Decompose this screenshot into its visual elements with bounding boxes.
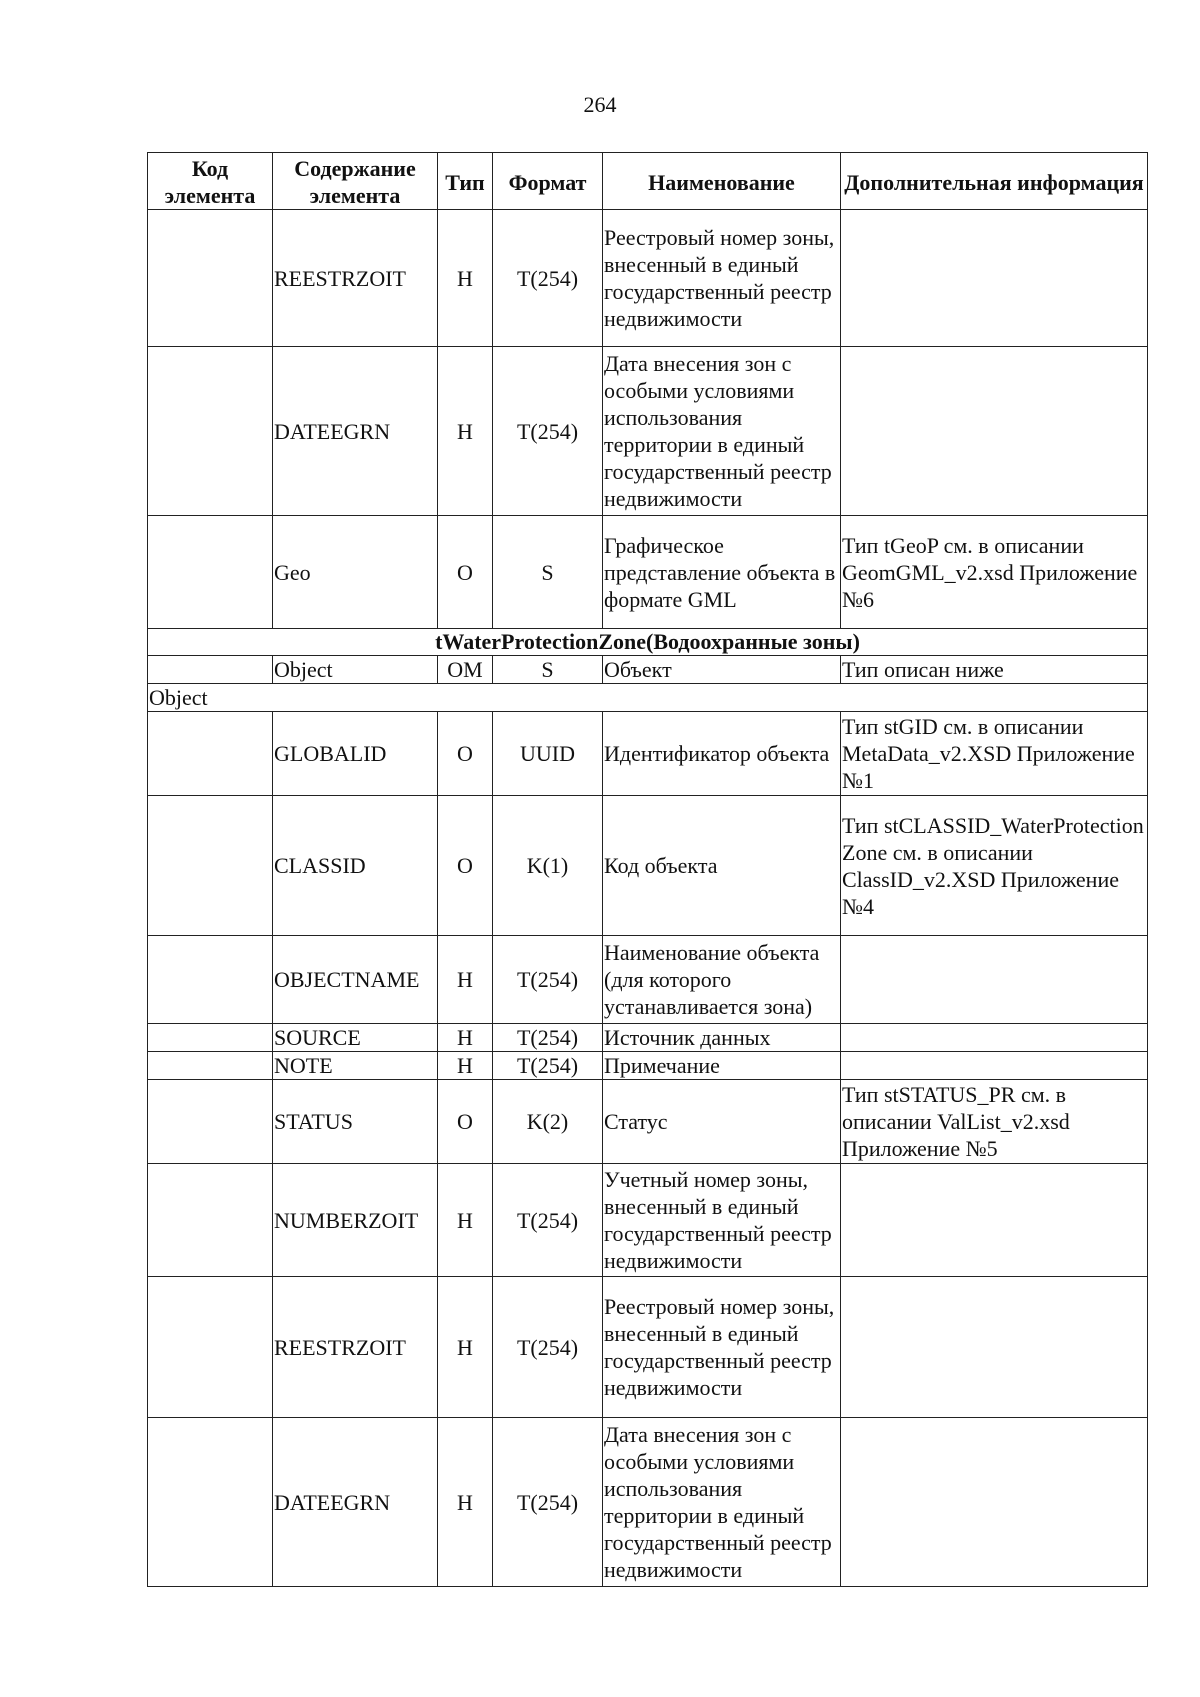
cell-content: OBJECTNAME (273, 936, 438, 1024)
cell-content: CLASSID (273, 796, 438, 936)
cell-type: Н (438, 347, 493, 516)
cell-type: ОМ (438, 656, 493, 684)
cell-name: Реестровый номер зоны, внесенный в единый государственный реестр недвижимости (603, 1277, 841, 1418)
cell-name: Дата внесения зон с особыми условиями использования территории в единый государственный реестр недвижимости (603, 347, 841, 516)
cell-info: Тип stSTATUS_PR см. в описании ValList_v2.xsd Приложение №5 (841, 1080, 1148, 1164)
cell-content: STATUS (273, 1080, 438, 1164)
cell-name: Источник данных (603, 1024, 841, 1052)
section-title: tWaterProtectionZone(Водоохранные зоны) (148, 629, 1148, 656)
cell-info (841, 1024, 1148, 1052)
page-number: 264 (583, 92, 617, 117)
cell-info (841, 347, 1148, 516)
cell-info: Тип tGeoP см. в описании GeomGML_v2.xsd Приложение №6 (841, 516, 1148, 629)
cell-info (841, 1052, 1148, 1080)
table-row (148, 1052, 1148, 1080)
cell-format: T(254) (493, 1164, 603, 1277)
object-label-row (148, 684, 1148, 712)
table-row (148, 936, 1148, 1024)
cell-type: Н (438, 1052, 493, 1080)
cell-code (148, 210, 273, 347)
cell-code (148, 516, 273, 629)
cell-info (841, 1277, 1148, 1418)
cell-format: T(254) (493, 1418, 603, 1587)
cell-code (148, 796, 273, 936)
table-row (148, 1024, 1148, 1052)
cell-content: NOTE (273, 1052, 438, 1080)
cell-content: DATEEGRN (273, 1418, 438, 1587)
table-row (148, 796, 1148, 936)
cell-name: Идентификатор объекта (603, 712, 841, 796)
table-row (148, 656, 1148, 684)
cell-type: О (438, 796, 493, 936)
table-row (148, 1164, 1148, 1277)
cell-code (148, 1080, 273, 1164)
cell-info (841, 936, 1148, 1024)
cell-code (148, 1052, 273, 1080)
cell-info: Тип stCLASSID_WaterProtection Zone см. в описании ClassID_v2.XSD Приложение №4 (841, 796, 1148, 936)
header-type: Тип (438, 153, 493, 210)
table-header-row (148, 153, 1148, 210)
cell-info: Тип описан ниже (841, 656, 1148, 684)
cell-format: S (493, 656, 603, 684)
cell-format: T(254) (493, 210, 603, 347)
cell-content: NUMBERZOIT (273, 1164, 438, 1277)
header-code: Код элемента (148, 153, 273, 210)
cell-code (148, 656, 273, 684)
cell-code (148, 347, 273, 516)
cell-code (148, 712, 273, 796)
cell-name: Дата внесения зон с особыми условиями использования территории в единый государственный реестр недвижимости (603, 1418, 841, 1587)
cell-code (148, 1024, 273, 1052)
cell-format: T(254) (493, 1052, 603, 1080)
cell-content: REESTRZOIT (273, 1277, 438, 1418)
cell-name: Код объекта (603, 796, 841, 936)
cell-type: О (438, 1080, 493, 1164)
cell-format: S (493, 516, 603, 629)
cell-type: Н (438, 210, 493, 347)
header-content: Содержание элемента (273, 153, 438, 210)
cell-content: SOURCE (273, 1024, 438, 1052)
table-row (148, 1080, 1148, 1164)
cell-name: Примечание (603, 1052, 841, 1080)
table-row (148, 516, 1148, 629)
cell-name: Реестровый номер зоны, внесенный в единый государственный реестр недвижимости (603, 210, 841, 347)
header-info: Дополнительная информация (841, 153, 1148, 210)
cell-name: Объект (603, 656, 841, 684)
cell-content: GLOBALID (273, 712, 438, 796)
table-row (148, 712, 1148, 796)
cell-info (841, 1418, 1148, 1587)
table-row (148, 1418, 1148, 1587)
cell-content: Object (273, 656, 438, 684)
cell-format: K(2) (493, 1080, 603, 1164)
cell-code (148, 1164, 273, 1277)
header-name: Наименование (603, 153, 841, 210)
cell-name: Графическое представление объекта в формате GML (603, 516, 841, 629)
cell-format: T(254) (493, 1277, 603, 1418)
cell-code (148, 1418, 273, 1587)
cell-type: Н (438, 1024, 493, 1052)
cell-type: О (438, 516, 493, 629)
cell-format: T(254) (493, 1024, 603, 1052)
cell-name: Учетный номер зоны, внесенный в единый государственный реестр недвижимости (603, 1164, 841, 1277)
cell-content: DATEEGRN (273, 347, 438, 516)
cell-code (148, 1277, 273, 1418)
cell-content: Geo (273, 516, 438, 629)
section-title-row (148, 629, 1148, 656)
object-label: Object (148, 684, 1148, 712)
header-format: Формат (493, 153, 603, 210)
cell-info: Тип stGID см. в описании MetaData_v2.XSD Приложение №1 (841, 712, 1148, 796)
table-row (148, 210, 1148, 347)
cell-info (841, 1164, 1148, 1277)
cell-info (841, 210, 1148, 347)
cell-code (148, 936, 273, 1024)
table-row (148, 347, 1148, 516)
element-spec-table (147, 152, 1148, 1587)
cell-format: T(254) (493, 347, 603, 516)
cell-name: Наименование объекта (для которого устанавливается зона) (603, 936, 841, 1024)
cell-type: Н (438, 1418, 493, 1587)
cell-type: Н (438, 1277, 493, 1418)
cell-name: Статус (603, 1080, 841, 1164)
cell-type: Н (438, 1164, 493, 1277)
cell-format: UUID (493, 712, 603, 796)
cell-content: REESTRZOIT (273, 210, 438, 347)
cell-type: О (438, 712, 493, 796)
cell-format: T(254) (493, 936, 603, 1024)
cell-format: K(1) (493, 796, 603, 936)
table-row (148, 1277, 1148, 1418)
cell-type: Н (438, 936, 493, 1024)
